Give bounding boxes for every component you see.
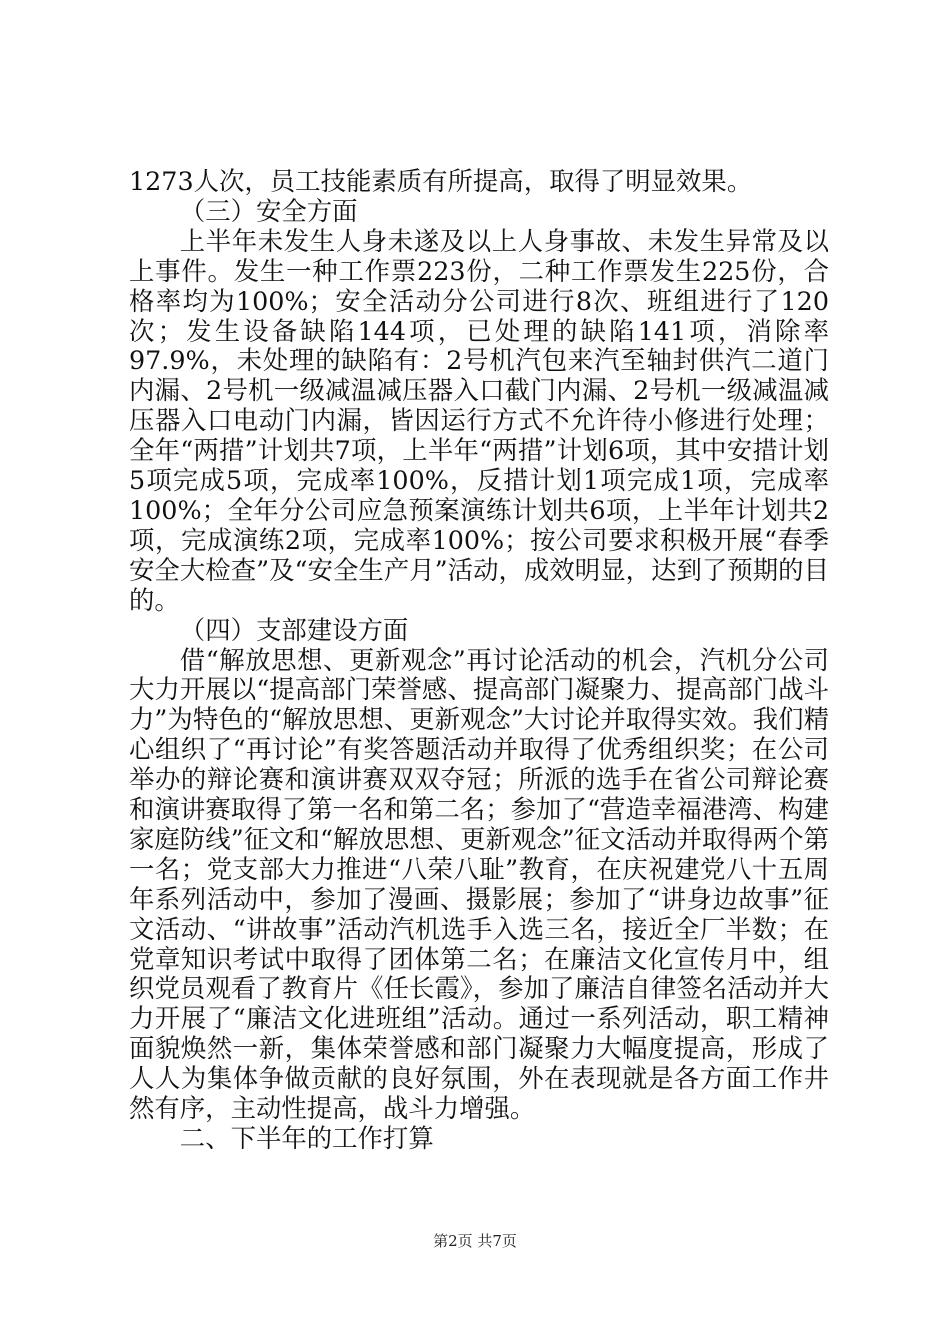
continuation-paragraph: 1273人次，员工技能素质有所提高，取得了明显效果。 (129, 166, 753, 196)
safety-paragraph: 上半年未发生人身未遂及以上人身事故、未发生异常及以上事件。发生一种工作票223份，二种工作票发生225份，合格率均为100%；安全活动分公司进行8次、班组进行了120次；发生设备缺陷144项，已处理的缺陷141项，消除率97.9%，未处理的缺陷有：2号机汽包来汽至轴封供汽二道门内漏、2号机一级减温减压器入口截门内漏、2号机一级减温减压器入口电动门内漏，皆因运行方式不允许待小修进行处理；全年“两措”计划共7项，上半年“两措”计划6项，其中安措计划5项完成5项，完成率100%，反措计划1项完成1项，完成率100%；全年分公司应急预案演练计划共6项，上半年计划共2项，完成演练2项，完成率100%；按公司要求积极开展“春季安全大检查”及“安全生产月”活动，成效明显，达到了预期的目的。 (129, 225, 829, 615)
page-number-footer: 第2页 共7页 (433, 1232, 517, 1250)
section-heading-plan: 二、下半年的工作打算 (179, 1123, 434, 1153)
branch-paragraph: 借“解放思想、更新观念”再讨论活动的机会，汽机分公司大力开展以“提高部门荣誉感、提高部门凝聚力、提高部门战斗力”为特色的“解放思想、更新观念”大讨论并取得实效。我们精心组织了“再讨论”有奖答题活动并取得了优秀组织奖；在公司举办的辩论赛和演讲赛双双夺冠；所派的选手在省公司辩论赛和演讲赛取得了第一名和第二名；参加了“营造幸福港湾、构建家庭防线”征文和“解放思想、更新观念”征文活动并取得两个第一名；党支部大力推进“八荣八耻”教育，在庆祝建党八十五周年系列活动中，参加了漫画、摄影展；参加了“讲身边故事”征文活动、“讲故事”活动汽机选手入选三名，接近全厂半数；在党章知识考试中取得了团体第二名；在廉洁文化宣传月中，组织党员观看了教育片《任长霞》，参加了廉洁自律签名活动并大力开展了“廉洁文化进班组”活动。通过一系列活动，职工精神面貌焕然一新，集体荣誉感和部门凝聚力大幅度提高，形成了人人为集体争做贡献的良好氛围，外在表现就是各方面工作井然有序，主动性提高，战斗力增强。 (129, 644, 829, 1124)
section-heading-safety: （三）安全方面 (179, 195, 358, 226)
section-heading-branch: （四）支部建设方面 (179, 614, 409, 645)
document-body (129, 167, 829, 1154)
